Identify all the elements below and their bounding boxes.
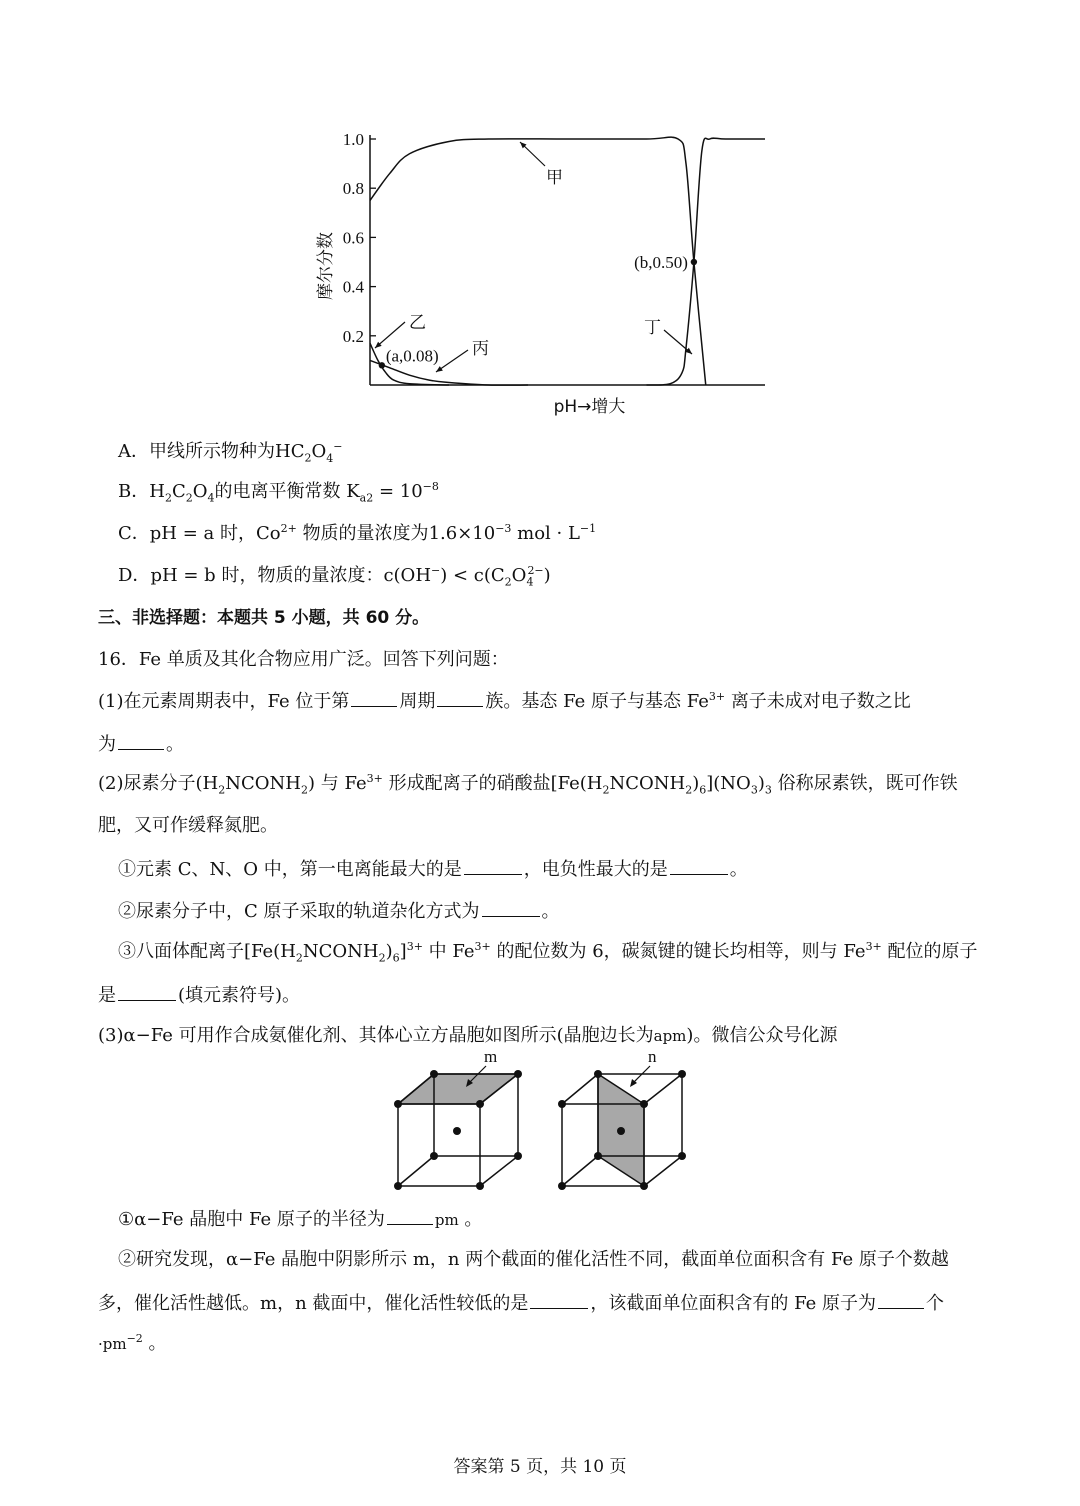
y-axis-label: 摩尔分数 [316, 232, 336, 300]
y-tick-label: 0.2 [342, 326, 364, 346]
option-b: B．$H_2C_2O_4$的电离平衡常数 $K_{a2} = 10^{-8}$ [118, 480, 439, 505]
q16-part1: (1)在元素周期表中，Fe 位于第 周期 族。基态 Fe 原子与基态 $Fe^{3+}$ 离子未成对电子数之比 [98, 690, 911, 712]
q16-3-sub2-cont: 多，催化活性越低。m，n 截面中，催化活性较低的是 ，该截面单位面积含有的 Fe 原子为 个 [98, 1290, 944, 1316]
mole-fraction-chart [0, 0, 1080, 430]
bcc-unit-cells [380, 1047, 700, 1200]
annotation-point [379, 362, 385, 368]
q16-sub3: ③八面体配离子$[Fe(H_2NCONH_2)_6]^{3+}$ 中 $Fe^{3+}$ 的配位数为 6，碳氮键的键长均相等，则与 $Fe^{3+}$ 配位的原子 [118, 940, 978, 965]
option-a: A．甲线所示物种为$HC_2O_4^-$ [118, 440, 343, 465]
answer-blank[interactable] [118, 982, 176, 1001]
y-tick-label: 1.0 [342, 130, 364, 149]
annotation-a: (a,0.08) [385, 346, 439, 366]
q16-3-sub2: ②研究发现，α−Fe 晶胞中阴影所示 m，n 两个截面的催化活性不同，截面单位面积含有 Fe 原子个数越 [118, 1249, 949, 1270]
q16-3-sub1: ①α−Fe 晶胞中 Fe 原子的半径为 pm 。 [118, 1206, 482, 1232]
y-tick-label: 0.8 [342, 179, 364, 199]
answer-blank[interactable] [118, 731, 164, 750]
answer-blank[interactable] [670, 856, 728, 875]
option-d: D．pH = b 时，物质的量浓度：$c(OH^-) < c(C_2O_4^{2-})$ [118, 564, 551, 589]
answer-blank[interactable] [351, 688, 397, 707]
x-axis-label: pH→增大 [553, 397, 626, 417]
section-header: 三、非选择题：本题共 5 小题，共 60 分。 [98, 608, 430, 628]
q16-part1-cont: 为 。 [98, 731, 184, 757]
q16-sub3-cont: 是 (填元素符号)。 [98, 982, 300, 1008]
arrow-丙-head [436, 366, 443, 372]
q16-sub1: ①元素 C、N、O 中，第一电离能最大的是 ，电负性最大的是 。 [118, 856, 748, 882]
answer-blank[interactable] [437, 688, 483, 707]
label-n: n [648, 1047, 657, 1066]
y-tick-label: 0.6 [342, 228, 364, 248]
q16-sub2: ②尿素分子中，C 原子采取的轨道杂化方式为 。 [118, 898, 560, 924]
annotation-point [691, 259, 697, 265]
answer-blank[interactable] [878, 1290, 924, 1309]
answer-blank[interactable] [387, 1206, 433, 1225]
series-label-丙: 丙 [472, 339, 489, 359]
page-footer: 答案第 5 页，共 10 页 [453, 1457, 627, 1477]
q16-part3: (3)α−Fe 可用作合成氨催化剂、其体心立方晶胞如图所示(晶胞边长为apm)。微信公众号化源 [98, 1025, 838, 1046]
q16-part2-cont: 肥，又可作缓释氮肥。 [98, 815, 278, 836]
annotation-b: (b,0.50) [634, 253, 688, 272]
answer-blank[interactable] [464, 856, 522, 875]
series-label-甲: 甲 [546, 168, 563, 188]
option-c: C．pH = a 时，$Co^{2+}$ 物质的量浓度为$1.6\times 10^{-3}$ mol · $L^{-1}$ [118, 522, 597, 544]
label-m: m [484, 1047, 498, 1066]
q16-part2: (2)尿素分子$(H_2NCONH_2)$ 与 $Fe^{3+}$ 形成配离子的硝酸盐$[Fe(H_2NCONH_2)_6](NO_3)_3$ 俗称尿素铁，既可作铁 [98, 772, 958, 797]
series-label-丁: 丁 [644, 318, 661, 338]
q16-stem: 16．Fe 单质及其化合物应用广泛。回答下列问题： [98, 649, 509, 670]
answer-blank[interactable] [482, 898, 540, 917]
y-tick-label: 0.4 [342, 277, 364, 297]
q16-3-sub2-unit: $\cdot pm^{-2}$ 。 [98, 1332, 167, 1354]
series-label-乙: 乙 [409, 313, 426, 333]
answer-blank[interactable] [530, 1290, 588, 1309]
